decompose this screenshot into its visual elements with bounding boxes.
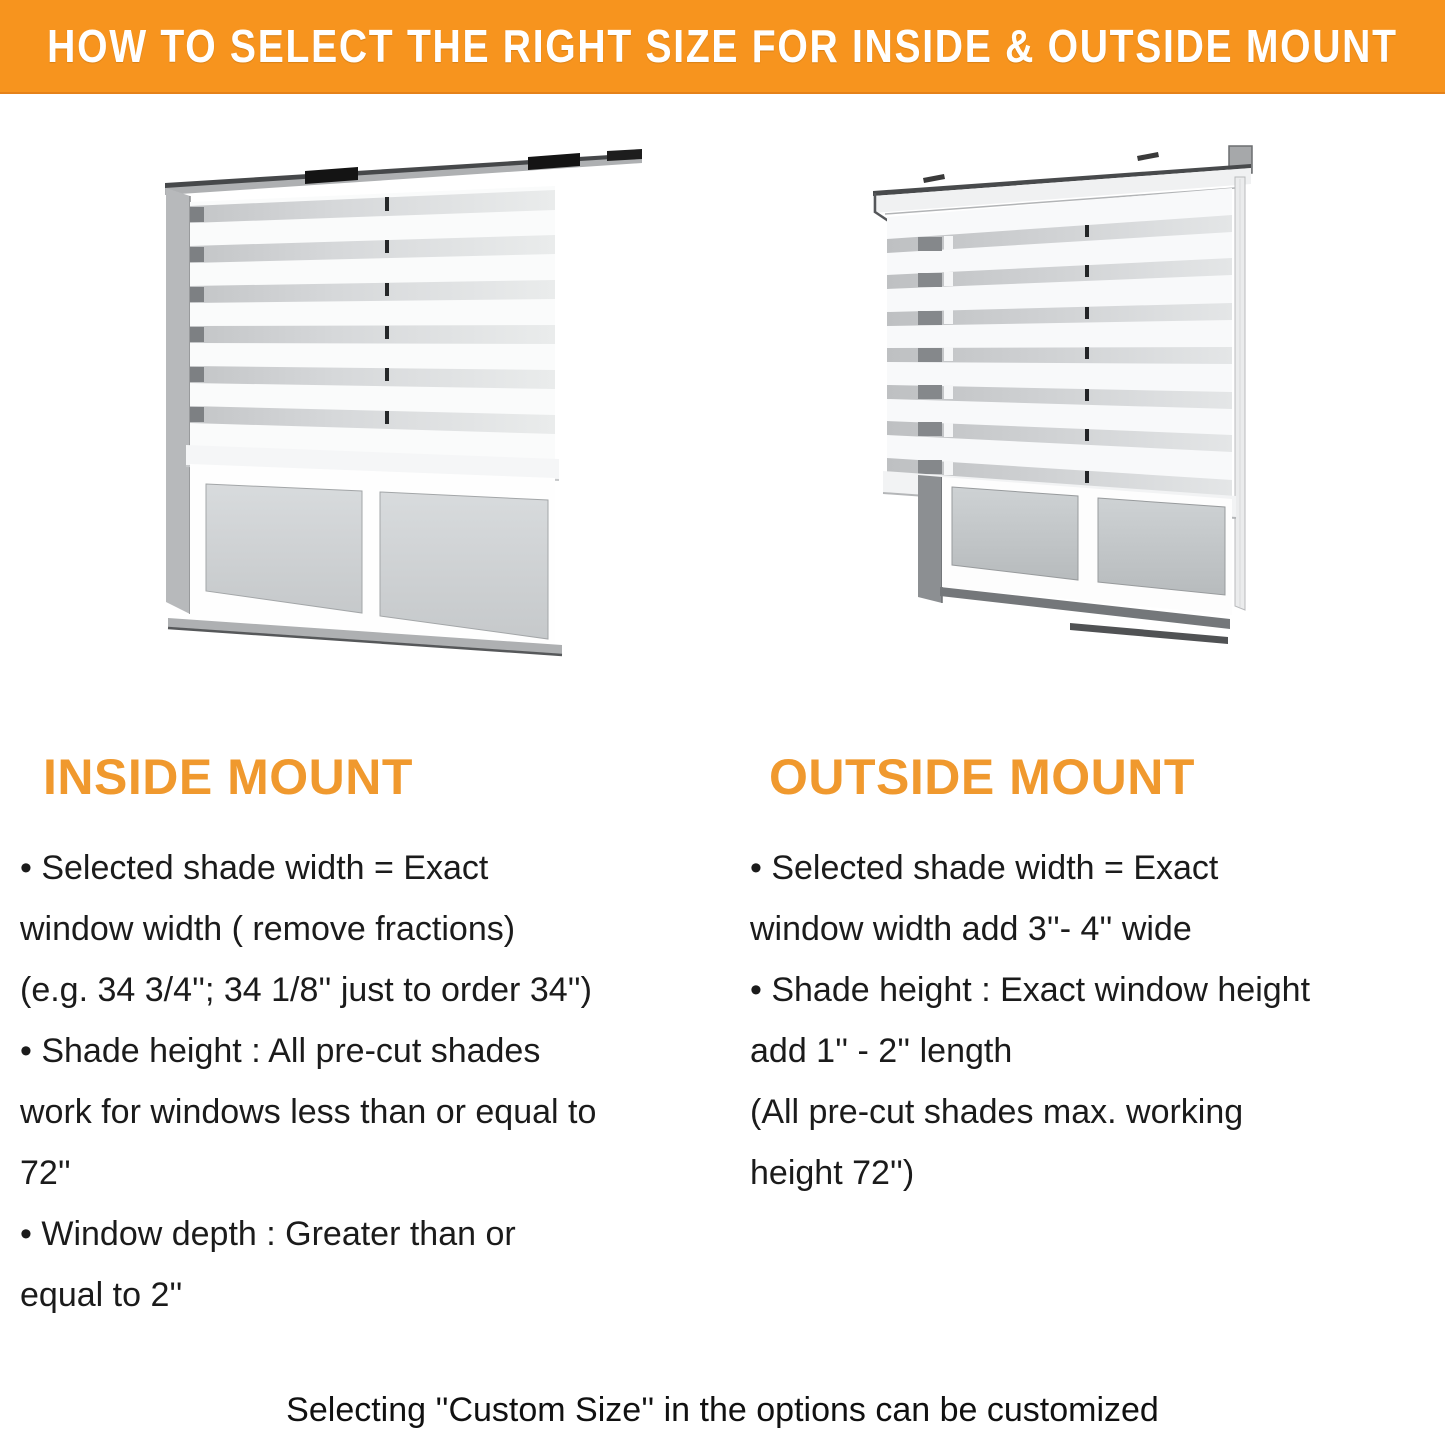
frame-shadow-notch [190,287,204,302]
mullion-shadow-tick [385,197,389,211]
outside-mount-instructions [750,838,1430,1204]
instruction-line: • Window depth : Greater than or [20,1215,516,1253]
inside-mount-illustration [110,140,660,740]
frame-shadow-notch [190,207,204,222]
zebra-shade [883,188,1236,518]
instruction-line: height 72'') [750,1154,915,1192]
frame-shadow-notch [190,407,204,422]
instruction-line: • Selected shade width = Exact [750,849,1219,887]
sheer-band [190,325,555,344]
instruction-line: work for windows less than or equal to [20,1093,597,1131]
jamb [918,475,942,603]
frame-behind-shade [918,422,942,436]
screw-slot [923,174,945,183]
instruction-line: 72'' [20,1154,71,1192]
mounting-clip [607,149,642,161]
mullion-shadow-tick [1085,225,1089,237]
custom-size-note: Selecting ''Custom Size'' in the options can be customized [286,1391,1159,1429]
jamb [166,188,190,614]
screw-slot [1137,152,1159,161]
frame-highlight [944,310,953,324]
frame-behind-shade [918,385,942,399]
zebra-shade [186,186,559,480]
window [168,464,562,655]
inside-mount-instructions [20,838,720,1326]
instruction-line: window width ( remove fractions) [20,910,516,948]
frame-highlight [944,423,953,437]
mullion-shadow-tick [385,411,389,424]
mullion-shadow-tick [385,283,389,296]
title-banner [0,0,1445,94]
frame-shadow-notch [190,327,204,342]
mullion-shadow-tick [1085,265,1089,277]
frame-shadow-notch [190,247,204,262]
instruction-line: • Shade height : Exact window height [750,971,1311,1009]
outside-mount-illustration [815,135,1365,750]
instruction-line: equal to 2'' [20,1276,183,1314]
mullion-shadow-tick [1085,307,1089,319]
instruction-line: (All pre-cut shades max. working [750,1093,1244,1131]
instruction-line: • Shade height : All pre-cut shades [20,1032,541,1070]
mullion-shadow-tick [1085,389,1089,401]
frame-behind-shade [918,237,942,251]
mullion-shadow-tick [1085,471,1089,483]
mullion-shadow-tick [385,240,389,253]
instruction-line: (e.g. 34 3/4''; 34 1/8'' just to order 34'') [20,971,592,1009]
mullion-shadow-tick [385,326,389,339]
frame-behind-shade [918,348,942,362]
frame-highlight [944,385,953,399]
window-frame-jamb [166,188,190,614]
glass-pane [1098,498,1225,595]
frame-highlight [944,347,953,361]
glass-pane [952,487,1078,580]
frame-shadow-notch [190,367,204,382]
frame-highlight [944,236,953,250]
instruction-line: • Selected shade width = Exact [20,849,489,887]
frame-behind-shade [918,311,942,325]
side-channel [1235,177,1245,610]
glass-pane [380,492,548,639]
frame-behind-shade [918,273,942,287]
frame-behind-shade [918,460,942,474]
mullion-shadow-tick [1085,429,1089,441]
mullion-shadow-tick [1085,347,1089,359]
page-title: HOW TO SELECT THE RIGHT SIZE FOR INSIDE & OUTSIDE MOUNT [47,20,1398,72]
outside-mount-heading: OUTSIDE MOUNT [769,749,1195,805]
frame-highlight [944,461,953,475]
frame-highlight [944,272,953,286]
window [918,475,1232,644]
mullion-shadow-tick [385,368,389,381]
sill-shadow [1070,623,1228,644]
glass-pane [206,484,362,613]
inside-mount-heading: INSIDE MOUNT [43,749,413,805]
instruction-line: window width add 3''- 4'' wide [750,910,1192,948]
instruction-line: add 1'' - 2'' length [750,1032,1013,1070]
headrail [165,149,642,195]
